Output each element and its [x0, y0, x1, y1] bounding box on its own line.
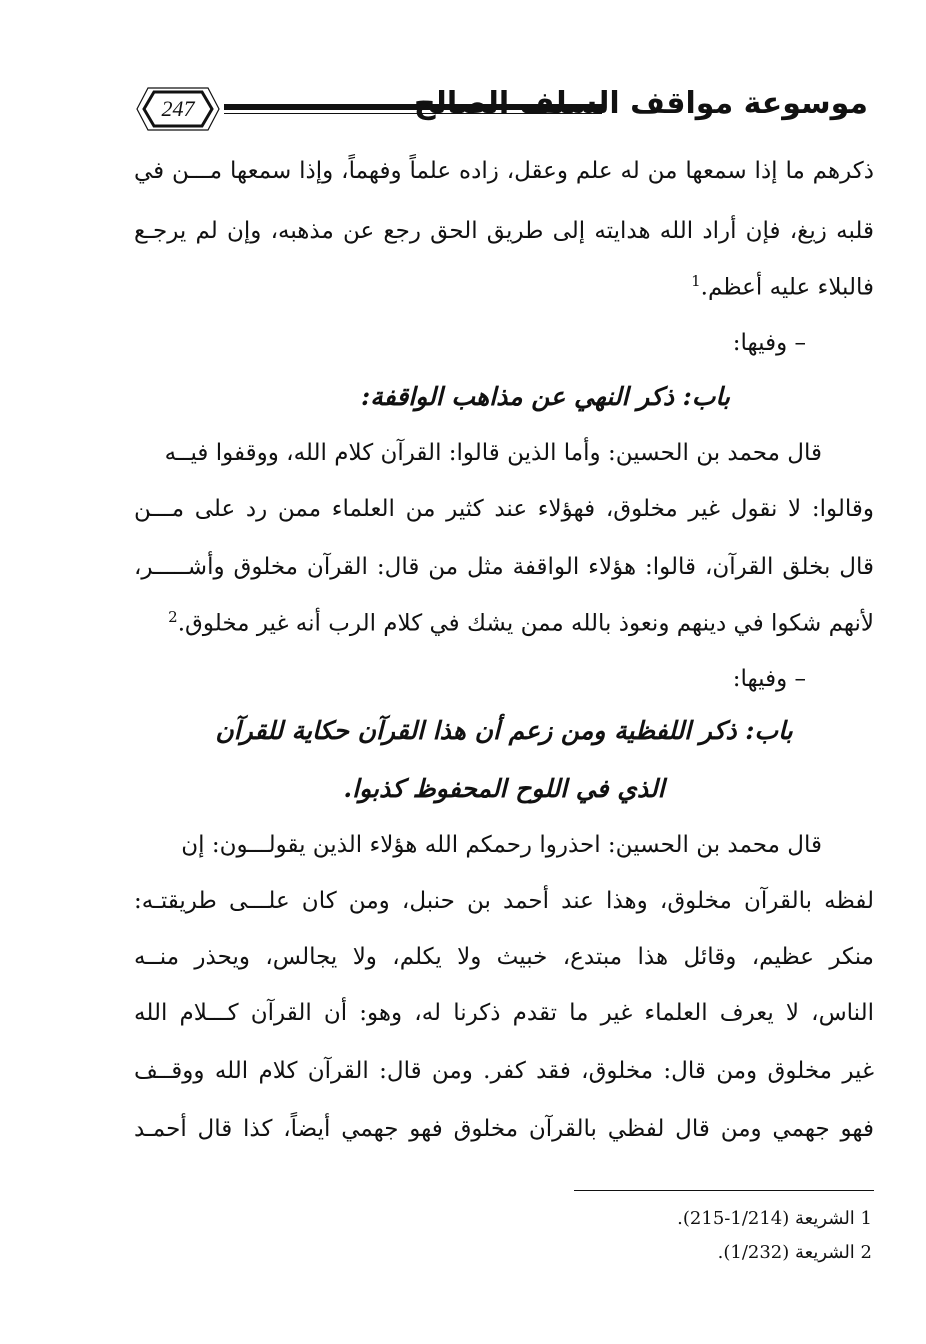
- body-line-1: ذكرهم ما إذا سمعها من له علم وعقل، زاده علماً وفهماً، وإذا سمعها مـــن في: [134, 158, 874, 184]
- page-number-badge: [134, 86, 222, 132]
- body-line-3: [134, 272, 874, 301]
- body-line-6: قال محمد بن الحسين: وأما الذين قالوا: القرآن كلام الله، ووقفوا فيــه: [164, 440, 822, 466]
- section-intro-2: – وفيها:: [732, 666, 806, 692]
- chapter-heading-2a: باب: ذكر اللفظية ومن زعم أن هذا القرآن حكاية للقرآن: [215, 716, 793, 745]
- chapter-heading-2b: الذي في اللوح المحفوظ كذبوا.: [343, 774, 665, 803]
- body-line-8: قال بخلق القرآن، قالوا: هؤلاء الواقفة مثل من قال: القرآن مخلوق وأشـــــر،: [134, 554, 874, 580]
- body-line-18: فهو جهمي ومن قال لفظي بالقرآن مخلوق فهو جهمي أيضاً، كذا قال أحمـد: [134, 1116, 874, 1142]
- page-header: [128, 78, 868, 148]
- body-line-17: غير مخلوق ومن قال: مخلوق، فقد كفر. ومن قال: القرآن كلام الله ووقــف: [134, 1058, 874, 1084]
- footnote-ref-1: 1: [691, 272, 701, 290]
- body-line-13: قال محمد بن الحسين: احذروا رحمكم الله هؤلاء الذين يقولـــون: إن: [181, 832, 822, 858]
- footnote-1: [677, 1208, 872, 1229]
- body-line-9: [134, 608, 874, 637]
- body-line-14: لفظه بالقرآن مخلوق، وهذا عند أحمد بن حنبل، ومن كان علـــى طريقتـه:: [134, 888, 874, 914]
- footnote-2-number: 2: [860, 1242, 872, 1263]
- footnote-separator: [574, 1190, 874, 1191]
- page-number: 247: [161, 96, 195, 121]
- footnote-2: [718, 1242, 872, 1263]
- footnote-1-text: الشريعة (1/214-215).: [677, 1208, 855, 1229]
- chapter-heading-1: باب: ذكر النهي عن مذاهب الواقفة:: [361, 382, 730, 411]
- footnote-1-number: 1: [860, 1208, 872, 1229]
- series-title: موسوعة مواقف السلف الصالح: [413, 86, 868, 121]
- body-line-3-text: فالبلاء عليه أعظم.: [700, 274, 874, 301]
- body-line-2: قلبه زيغ، فإن أراد الله هدايته إلى طريق الحق رجع عن مذهبه، وإن لم يرجـع: [134, 218, 874, 244]
- footnote-ref-2: 2: [168, 608, 178, 626]
- section-intro-1: – وفيها:: [732, 330, 806, 356]
- body-line-7: وقالوا: لا نقول غير مخلوق، فهؤلاء عند كثير من العلماء ممن رد على مـــن: [134, 496, 874, 522]
- body-line-9-text: لأنهم شكوا في دينهم ونعوذ بالله ممن يشك في كلام الرب أنه غير مخلوق.: [177, 610, 874, 637]
- body-line-15: منكر عظيم، وقائل هذا مبتدع، خبيث ولا يكلم، ولا يجالس، ويحذر منــه: [134, 944, 874, 970]
- footnote-2-text: الشريعة (1/232).: [717, 1242, 855, 1263]
- body-line-16: الناس، لا يعرف العلماء غير ما تقدم ذكرنا له، وهو: أن القرآن كـــلام الله: [134, 1000, 874, 1026]
